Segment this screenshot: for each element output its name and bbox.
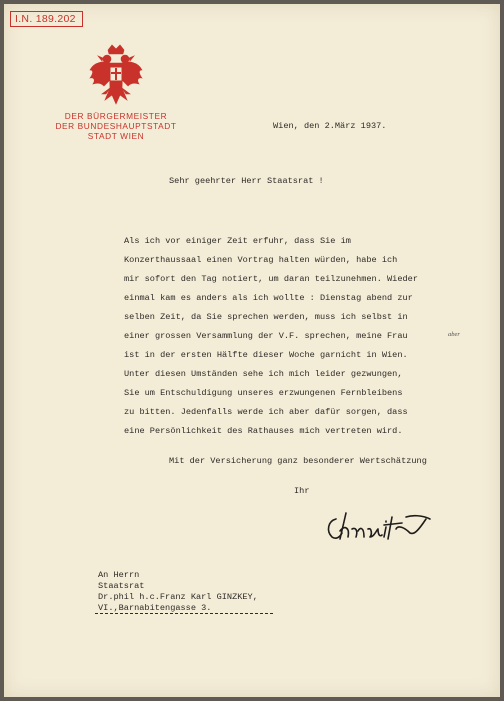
- letter-sheet: [4, 4, 500, 697]
- body-line: ist in der ersten Hälfte dieser Woche garnicht in Wien.: [124, 350, 408, 360]
- letterhead: [28, 111, 204, 141]
- body-line: mir sofort den Tag notiert, um daran teilzunehmen. Wieder: [124, 274, 418, 284]
- body-line: einmal kam es anders als ich wollte : Dienstag abend zur: [124, 293, 413, 303]
- body-line: Als ich vor einiger Zeit erfuhr, dass Sie im: [124, 236, 351, 246]
- body-line: eine Persönlichkeit des Rathauses mich vertreten wird.: [124, 426, 403, 436]
- dashed-underline: [95, 613, 273, 614]
- body-line: Unter diesen Umständen sehe ich mich leider gezwungen,: [124, 369, 403, 379]
- address-line: An Herrn: [98, 570, 140, 580]
- body-line: Sie um Entschuldigung unseres erzwungenen Fernbleibens: [124, 388, 403, 398]
- handwritten-pencil-note: aber: [448, 331, 460, 338]
- letter-date: Wien, den 2.März 1937.: [273, 121, 387, 131]
- handwritten-signature: [322, 507, 434, 547]
- body-line: zu bitten. Jedenfalls werde ich aber dafür sorgen, dass: [124, 407, 408, 417]
- valediction: Ihr: [294, 486, 310, 496]
- address-line: Dr.phil h.c.Franz Karl GINZKEY,: [98, 592, 258, 602]
- salutation: Sehr geehrter Herr Staatsrat !: [169, 176, 324, 186]
- address-line: VI.,Barnabitengasse 3.: [98, 603, 212, 613]
- letterhead-line-1: DER BÜRGERMEISTER: [64, 111, 168, 121]
- letterhead-line-3: STADT WIEN: [87, 131, 145, 141]
- closing-line: Mit der Versicherung ganz besonderer Wertschätzung: [169, 456, 427, 466]
- archive-number-stamp: I.N. 189.202: [10, 11, 83, 27]
- body-line: einer grossen Versammlung der V.F. sprechen, meine Frau: [124, 331, 408, 341]
- body-line: selben Zeit, da Sie sprechen werden, muss ich selbst in: [124, 312, 408, 322]
- address-line: Staatsrat: [98, 581, 145, 591]
- letterhead-line-2: DER BUNDESHAUPTSTADT: [55, 121, 177, 131]
- body-line: Konzerthaussaal einen Vortrag halten würden, habe ich: [124, 255, 398, 265]
- vienna-double-eagle-crest-icon: [88, 44, 144, 108]
